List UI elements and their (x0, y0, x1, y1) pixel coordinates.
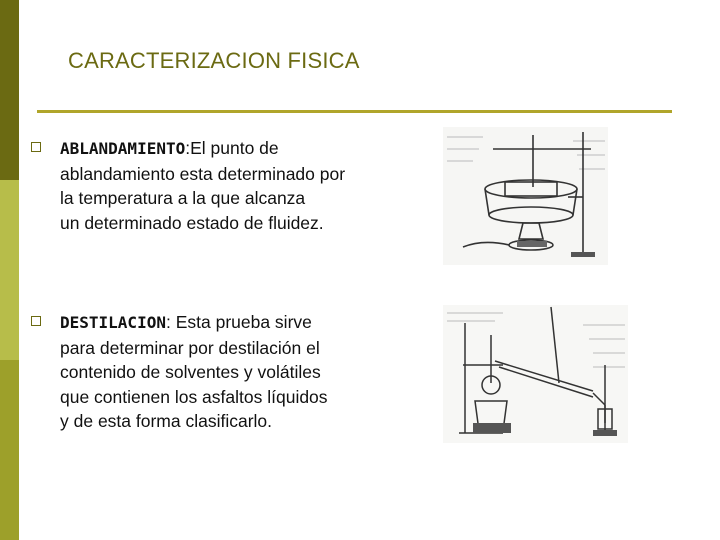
text-line: El punto de (190, 138, 279, 158)
term-separator: : (185, 138, 191, 158)
text-line: que contienen los asfaltos líquidos (60, 386, 328, 407)
text-line: la temperatura a la que alcanza (60, 188, 306, 208)
text-line: Esta prueba sirve (175, 312, 312, 332)
term-separator: : (165, 312, 176, 332)
text-line: contenido de solventes y volátiles (60, 362, 321, 382)
text-line: un determinado estado de fluidez. (60, 212, 324, 233)
term-ablandamiento: ABLANDAMIENTO (60, 139, 186, 158)
text-line: ablandamiento esta determinado por (60, 163, 346, 184)
sidebar-segment-middle (0, 180, 19, 360)
distillation-apparatus-image (443, 305, 628, 443)
title-divider (37, 110, 672, 113)
paragraph-destilacion (60, 310, 395, 434)
sidebar-segment-bottom (0, 360, 19, 540)
softening-apparatus-image (443, 127, 608, 265)
sidebar-segment-top (0, 0, 19, 180)
text-line: para determinar por destilación el (60, 337, 320, 358)
text-line: y de esta forma clasificarlo. (60, 411, 273, 431)
square-bullet-icon (31, 142, 41, 152)
square-bullet-icon (31, 316, 41, 326)
term-destilacion: DESTILACION (60, 313, 166, 332)
paragraph-ablandamiento (60, 136, 395, 235)
slide-title: CARACTERIZACION FISICA (68, 48, 360, 73)
